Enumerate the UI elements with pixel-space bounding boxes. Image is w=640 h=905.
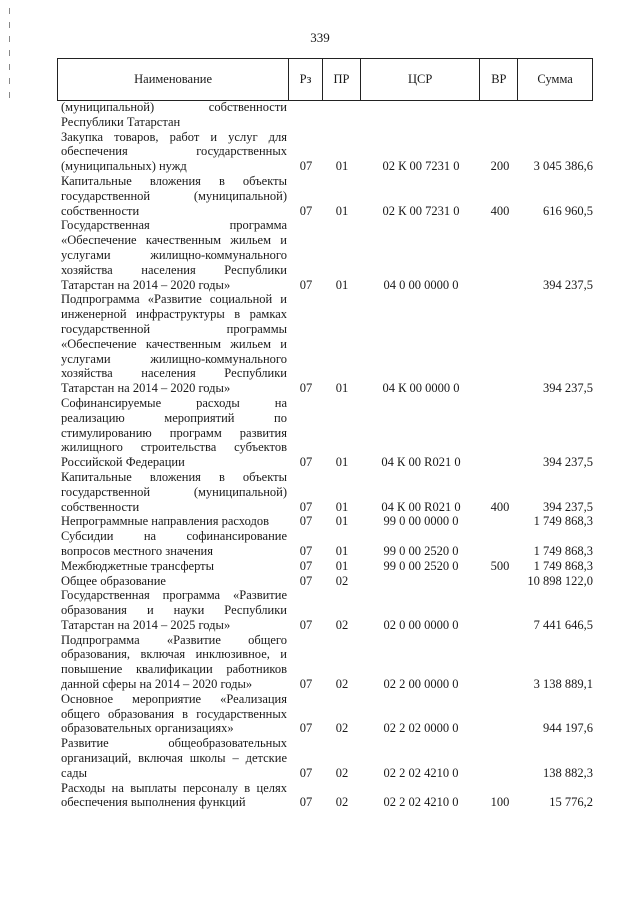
table-row bbox=[57, 470, 593, 514]
row-csr: 04 К 00 R021 0 bbox=[381, 499, 461, 514]
header-csr: ЦСР bbox=[361, 59, 481, 100]
row-name-line: Основное мероприятие «Реализация bbox=[61, 691, 287, 706]
row-name-line: «Обеспечение качественным жильем и bbox=[61, 233, 287, 248]
row-pr: 02 bbox=[335, 617, 349, 632]
row-csr: 02 2 00 0000 0 bbox=[383, 677, 459, 692]
row-values bbox=[57, 574, 593, 589]
row-vr: 400 bbox=[490, 203, 510, 218]
row-name-line: Субсидии на софинансирование bbox=[61, 529, 287, 544]
row-name-line: государственной (муниципальной) bbox=[61, 188, 287, 203]
row-name-line: «Обеспечение качественным жильем и bbox=[61, 336, 287, 351]
header-vr: ВР bbox=[480, 59, 518, 100]
row-rz: 07 bbox=[299, 765, 313, 780]
row-name-line: сады bbox=[61, 765, 88, 780]
row-values bbox=[57, 766, 593, 781]
row-rz: 07 bbox=[299, 159, 313, 174]
row-rz: 07 bbox=[299, 514, 313, 529]
row-rz: 07 bbox=[299, 543, 313, 558]
row-rz: 07 bbox=[299, 573, 313, 588]
table-row bbox=[57, 529, 593, 559]
table-row bbox=[57, 633, 593, 692]
table-row bbox=[57, 100, 593, 130]
row-rz: 07 bbox=[299, 677, 313, 692]
row-pr: 01 bbox=[335, 159, 349, 174]
row-name-line: государственной (муниципальной) bbox=[61, 484, 287, 499]
row-name-line: реализацию мероприятий по bbox=[61, 410, 287, 425]
table-row bbox=[57, 292, 593, 396]
row-values bbox=[57, 514, 593, 529]
row-pr: 01 bbox=[335, 543, 349, 558]
row-name-line: стимулированию программ развития bbox=[61, 425, 287, 440]
row-sum: 1 749 868,3 bbox=[533, 543, 593, 558]
row-vr: 400 bbox=[490, 499, 510, 514]
row-values bbox=[57, 204, 593, 219]
row-name-line: инженерной инфраструктуры в рамках bbox=[61, 307, 287, 322]
row-values bbox=[57, 455, 593, 470]
row-sum: 616 960,5 bbox=[543, 203, 593, 218]
row-name-line: хозяйства населения Республики bbox=[61, 366, 287, 381]
row-sum: 1 749 868,3 bbox=[533, 558, 593, 573]
row-pr: 01 bbox=[335, 499, 349, 514]
row-csr: 02 2 02 4210 0 bbox=[383, 795, 459, 810]
row-rz: 07 bbox=[299, 617, 313, 632]
row-values bbox=[57, 795, 593, 810]
row-name-line: Российской Федерации bbox=[61, 455, 185, 470]
row-rz: 07 bbox=[299, 558, 313, 573]
table-row bbox=[57, 559, 593, 574]
table-row bbox=[57, 130, 593, 174]
row-name-line: (муниципальных) нужд bbox=[61, 159, 187, 174]
row-name-line: образования, включая инклюзивное, и bbox=[61, 647, 287, 662]
table-row bbox=[57, 514, 593, 529]
row-values bbox=[57, 721, 593, 736]
table-row bbox=[57, 692, 593, 736]
row-rz: 07 bbox=[299, 381, 313, 396]
table-header bbox=[57, 58, 593, 101]
table-row bbox=[57, 218, 593, 292]
row-name-line: Общее образование bbox=[61, 573, 166, 588]
table-row bbox=[57, 396, 593, 470]
row-vr: 200 bbox=[490, 159, 510, 174]
row-pr: 02 bbox=[335, 677, 349, 692]
row-pr: 01 bbox=[335, 455, 349, 470]
row-name-line: жилищного строительства субъектов bbox=[61, 440, 287, 455]
row-name-line: повышение квалификации работников bbox=[61, 662, 287, 677]
row-values bbox=[57, 677, 593, 692]
row-name-line: Татарстан на 2014 – 2025 годы» bbox=[61, 617, 231, 632]
row-sum: 15 776,2 bbox=[549, 795, 593, 810]
row-pr: 01 bbox=[335, 514, 349, 529]
row-csr: 02 К 00 7231 0 bbox=[382, 159, 460, 174]
row-name-line: Софинансируемые расходы на bbox=[61, 395, 287, 410]
row-csr: 04 0 00 0000 0 bbox=[383, 277, 459, 292]
row-name-line: Подпрограмма «Развитие социальной и bbox=[61, 292, 287, 307]
row-pr: 02 bbox=[335, 721, 349, 736]
row-sum: 138 882,3 bbox=[543, 765, 593, 780]
row-name-line: Развитие общеобразовательных bbox=[61, 736, 287, 751]
row-values bbox=[57, 381, 593, 396]
row-name-line: Татарстан на 2014 – 2020 годы» bbox=[61, 277, 231, 292]
row-name-line: услугами жилищно-коммунального bbox=[61, 351, 287, 366]
row-sum: 944 197,6 bbox=[543, 721, 593, 736]
page-number: 339 bbox=[310, 30, 330, 45]
row-vr: 500 bbox=[490, 558, 510, 573]
row-name-line: собственности bbox=[61, 203, 140, 218]
row-values bbox=[57, 618, 593, 633]
row-csr: 02 2 02 0000 0 bbox=[383, 721, 459, 736]
row-name-line: (муниципальной) собственности bbox=[61, 100, 287, 114]
table-body bbox=[57, 100, 593, 810]
row-csr: 99 0 00 2520 0 bbox=[383, 558, 459, 573]
table-row bbox=[57, 781, 593, 811]
row-rz: 07 bbox=[299, 499, 313, 514]
row-pr: 01 bbox=[335, 203, 349, 218]
table-row bbox=[57, 588, 593, 632]
table-row bbox=[57, 174, 593, 218]
row-name-line: данной сферы на 2014 – 2020 годы» bbox=[61, 677, 253, 692]
row-pr: 01 bbox=[335, 277, 349, 292]
table-row bbox=[57, 574, 593, 589]
row-sum: 394 237,5 bbox=[543, 381, 593, 396]
row-name-line: обеспечения выполнения функций bbox=[61, 795, 246, 810]
row-csr: 02 0 00 0000 0 bbox=[383, 617, 459, 632]
row-sum: 394 237,5 bbox=[543, 499, 593, 514]
row-rz: 07 bbox=[299, 203, 313, 218]
row-name-line: Непрограммные направления расходов bbox=[61, 514, 269, 529]
row-name-line: общего образования в государственных bbox=[61, 706, 287, 721]
header-pr: ПР bbox=[323, 59, 361, 100]
row-name-line: Закупка товаров, работ и услуг для bbox=[61, 129, 287, 144]
row-rz: 07 bbox=[299, 795, 313, 810]
header-rz: Рз bbox=[289, 59, 323, 100]
table-row bbox=[57, 736, 593, 780]
row-name-line: Государственная программа «Развитие bbox=[61, 588, 287, 603]
row-sum: 3 138 889,1 bbox=[533, 677, 593, 692]
row-csr: 04 К 00 0000 0 bbox=[382, 381, 460, 396]
row-pr: 02 bbox=[335, 795, 349, 810]
row-rz: 07 bbox=[299, 721, 313, 736]
row-name-line: Капитальные вложения в объекты bbox=[61, 173, 287, 188]
row-values bbox=[57, 559, 593, 574]
row-name-line: образования и науки Республики bbox=[61, 603, 287, 618]
row-name-line: Республики Татарстан bbox=[61, 114, 181, 129]
row-name-line: государственной программы bbox=[61, 321, 287, 336]
row-rz: 07 bbox=[299, 277, 313, 292]
row-values bbox=[57, 159, 593, 174]
row-csr: 02 2 02 4210 0 bbox=[383, 765, 459, 780]
row-name-line: собственности bbox=[61, 499, 140, 514]
row-name-line: Подпрограмма «Развитие общего bbox=[61, 632, 287, 647]
row-sum: 3 045 386,6 bbox=[533, 159, 593, 174]
row-csr: 99 0 00 2520 0 bbox=[383, 543, 459, 558]
row-name-line: Государственная программа bbox=[61, 218, 287, 233]
row-name-line: хозяйства населения Республики bbox=[61, 262, 287, 277]
margin-marks bbox=[8, 0, 12, 120]
row-values bbox=[57, 278, 593, 293]
header-name: Наименование bbox=[58, 59, 289, 100]
row-sum: 394 237,5 bbox=[543, 277, 593, 292]
row-pr: 02 bbox=[335, 765, 349, 780]
row-values bbox=[57, 544, 593, 559]
row-name-line: Межбюджетные трансферты bbox=[61, 558, 215, 573]
row-name-line: организаций, включая школы – детские bbox=[61, 751, 287, 766]
row-vr: 100 bbox=[490, 795, 510, 810]
row-sum: 7 441 646,5 bbox=[533, 617, 593, 632]
row-name-line: услугами жилищно-коммунального bbox=[61, 247, 287, 262]
row-sum: 394 237,5 bbox=[543, 455, 593, 470]
row-name-line: Расходы на выплаты персоналу в целях bbox=[61, 780, 287, 795]
row-pr: 01 bbox=[335, 558, 349, 573]
row-values bbox=[57, 115, 593, 130]
row-name-line: вопросов местного значения bbox=[61, 543, 213, 558]
row-csr: 99 0 00 0000 0 bbox=[383, 514, 459, 529]
row-name-line: обеспечения государственных bbox=[61, 144, 287, 159]
row-name-line: образовательных организациях» bbox=[61, 721, 234, 736]
row-csr: 04 К 00 R021 0 bbox=[381, 455, 461, 470]
row-values bbox=[57, 500, 593, 515]
row-pr: 01 bbox=[335, 381, 349, 396]
row-name-line: Капитальные вложения в объекты bbox=[61, 469, 287, 484]
header-sum: Сумма bbox=[537, 72, 573, 86]
row-rz: 07 bbox=[299, 455, 313, 470]
row-csr: 02 К 00 7231 0 bbox=[382, 203, 460, 218]
row-sum: 1 749 868,3 bbox=[533, 514, 593, 529]
row-sum: 10 898 122,0 bbox=[527, 573, 593, 588]
row-name-line: Татарстан на 2014 – 2020 годы» bbox=[61, 381, 231, 396]
row-pr: 02 bbox=[335, 573, 349, 588]
